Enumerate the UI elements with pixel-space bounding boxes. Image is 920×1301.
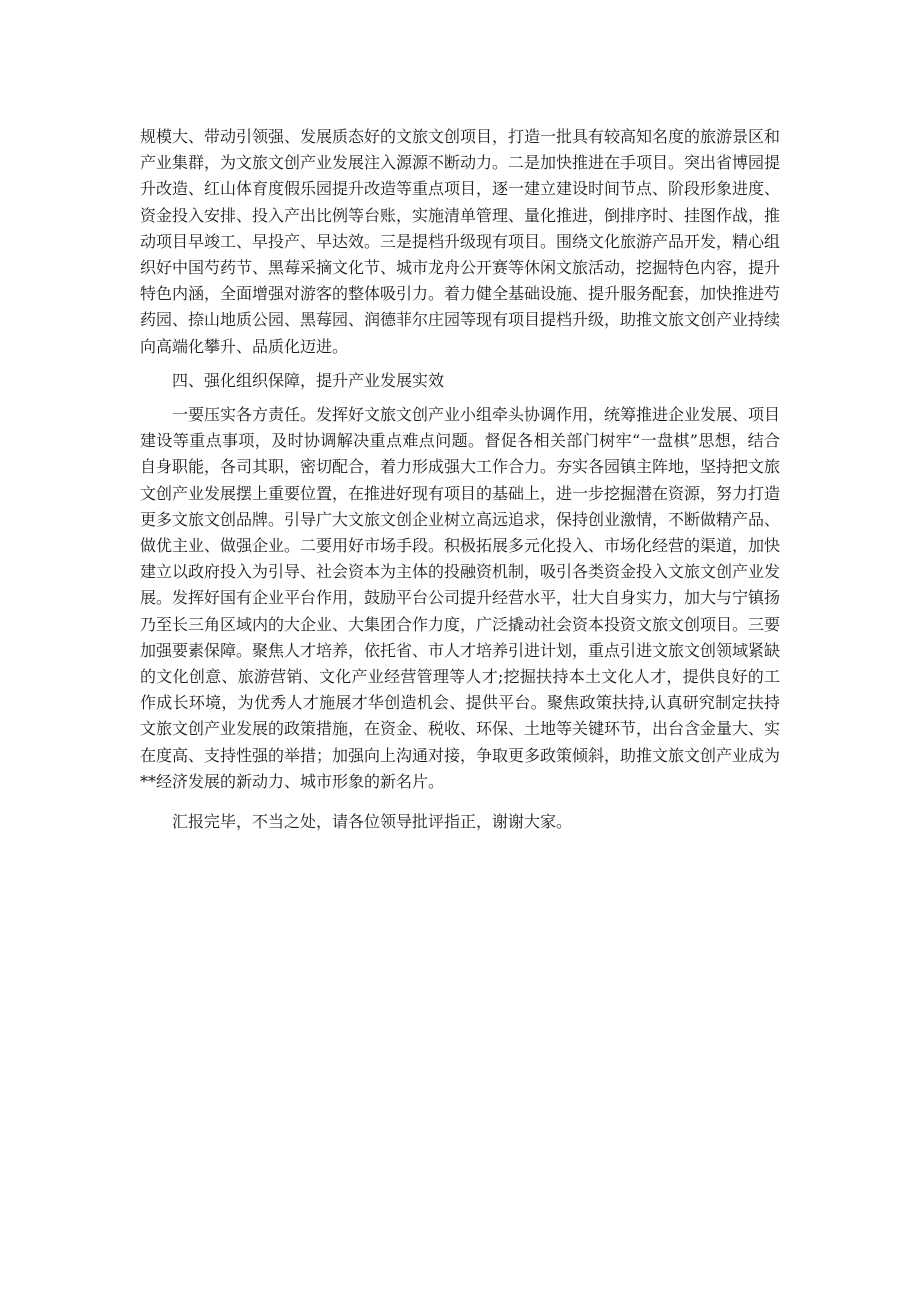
body-paragraph-organization: 一要压实各方责任。发挥好文旅文创产业小组牵头协调作用，统筹推进企业发展、项目建设等重点事项，及时协调解决重点难点问题。督促各相关部门树牢“一盘棋”思想，结合自身职能，各司其职，密切配合，着力形成强大工作合力。夯实各园镇主阵地，坚持把文旅文创产业发展摆上重要位置，在推进好现有项目的基础上，进一步挖掘潜在资源，努力打造更多文旅文创品牌。引导广大文旅文创企业树立高远追求，保持创业激情，不断做精产品、做优主业、做强企业。二要用好市场手段。积极拓展多元化投入、市场化经营的渠道，加快建立以政府投入为引导、社会资本为主体的投融资机制，吸引各类资金投入文旅文创产业发展。发挥好国有企业平台作用，鼓励平台公司提升经营水平，壮大自身实力，加大与宁镇扬乃至长三角区域内的大企业、大集团合作力度，广泛撬动社会资本投资文旅文创项目。三要加强要素保障。聚焦人才培养，依托省、市人才培养引进计划，重点引进文旅文创领域紧缺的文化创意、旅游营销、文化产业经营管理等人才;挖掘扶持本土文化人才，提供良好的工作成长环境，为优秀人才施展才华创造机会、提供平台。聚焦政策扶持,认真研究制定扶持文旅文创产业发展的政策措施，在资金、税收、环保、土地等关键环节，出台含金量大、实在度高、支持性强的举措；加强向上沟通对接，争取更多政策倾斜，助推文旅文创产业成为**经济发展的新动力、城市形象的新名片。 xyxy=(140,405,781,791)
section-heading-four: 四、强化组织保障，提升产业发展实效 xyxy=(172,370,445,390)
body-paragraph-projects: 规模大、带动引领强、发展质态好的文旅文创项目，打造一批具有较高知名度的旅游景区和产业集群，为文旅文创产业发展注入源源不断动力。二是加快推进在手项目。突出省博园提升改造、红山体育度假乐园提升改造等重点项目，逐一建立建设时间节点、阶段形象进度、资金投入安排、投入产出比例等台账，实施清单管理、量化推进，倒排序时、挂图作战，推动项目早竣工、早投产、早达效。三是提档升级现有项目。围绕文化旅游产品开发，精心组织好中国芍药节、黑莓采摘文化节、城市龙舟公开赛等休闲文旅活动，挖掘特色内容，提升特色内涵，全面增强对游客的整体吸引力。着力健全基础设施、提升服务配套，加快推进芍药园、捺山地质公园、黑莓园、润德菲尔庄园等现有项目提档升级，助推文旅文创产业持续向高端化攀升、品质化迈进。 xyxy=(140,127,781,356)
document-page xyxy=(140,124,780,835)
closing-paragraph: 汇报完毕，不当之处，请各位领导批评指正，谢谢大家。 xyxy=(172,812,573,832)
